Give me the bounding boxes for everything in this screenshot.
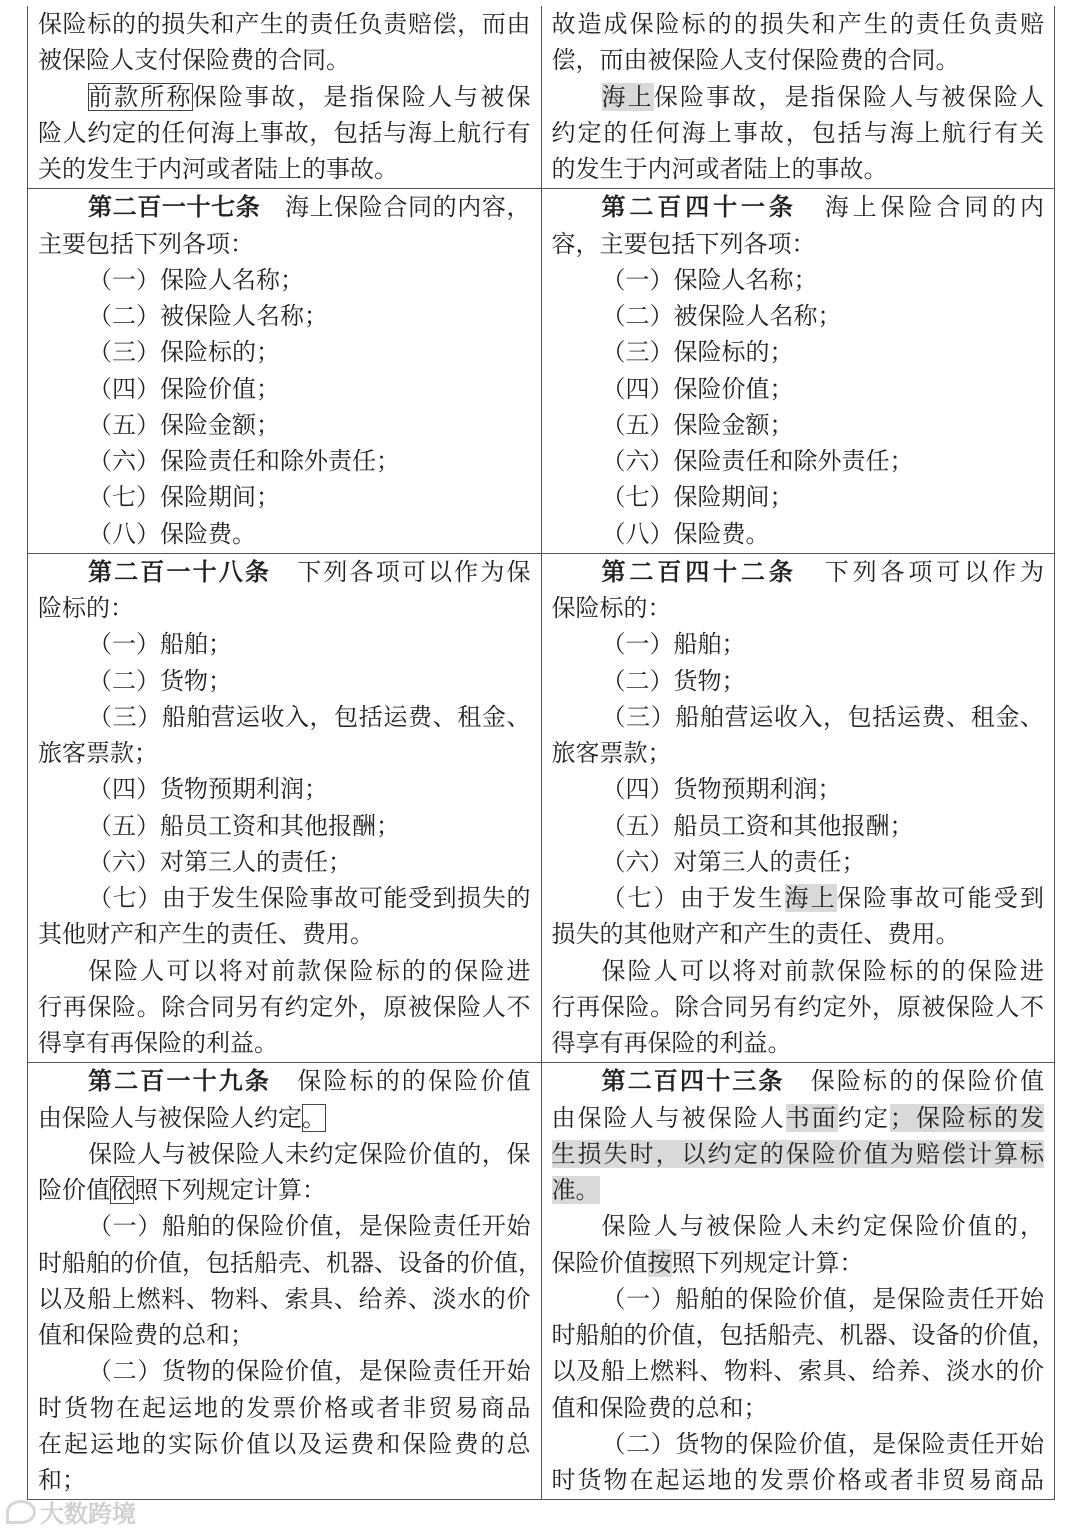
text-segment: 下列各项可以作为保 bbox=[271, 557, 531, 586]
text-segment: 时货物在起运地的发票价格或者非贸易商品 bbox=[551, 1466, 1044, 1494]
text-segment: （四）货物预期利润； bbox=[88, 775, 328, 804]
text-segment: （六）对第三人的责任； bbox=[601, 847, 866, 876]
text-segment: 保险事故，是指保险人与被保险人 bbox=[653, 82, 1044, 111]
text-segment: （四）货物预期利润； bbox=[601, 775, 842, 804]
law-comparison-table bbox=[27, 6, 1055, 1500]
text-line bbox=[38, 226, 531, 262]
text-segment: 保险事故可能受到 bbox=[836, 884, 1044, 912]
text-segment: （八）保险费。 bbox=[88, 519, 256, 548]
text-line bbox=[552, 1172, 1045, 1208]
text-line bbox=[552, 189, 1045, 225]
text-segment: 行再保险。除合同另有约定外，原被保险人不 bbox=[551, 992, 1044, 1021]
highlighted-change: 书面 bbox=[785, 1103, 838, 1132]
text-segment: 海上保险合同的内容， bbox=[260, 193, 531, 222]
article-number: 第二百一十九条 bbox=[88, 1067, 272, 1096]
text-segment: 约定的任何海上事故，包括与海上航行有关 bbox=[551, 118, 1044, 147]
text-segment: （二）货物； bbox=[601, 666, 746, 695]
old-law-cell bbox=[28, 553, 542, 1063]
text-segment: 在起运地的实际价值以及运费和保险费的总 bbox=[38, 1429, 531, 1458]
article-number: 第二百四十三条 bbox=[601, 1067, 785, 1096]
text-segment: 行再保险。除合同另有约定外，原被保险人不 bbox=[38, 992, 531, 1021]
text-line bbox=[552, 844, 1045, 880]
text-segment: 照下列规定计算： bbox=[134, 1176, 326, 1204]
text-line bbox=[38, 189, 531, 225]
table-row bbox=[28, 6, 1055, 189]
text-segment: 保险事故，是指保险人与被保 bbox=[192, 82, 531, 111]
text-line bbox=[38, 771, 531, 807]
text-segment: （二）货物的保险价值，是保险责任开始 bbox=[601, 1429, 1044, 1458]
text-segment: （五）船员工资和其他报酬； bbox=[88, 811, 400, 840]
text-line bbox=[552, 443, 1045, 479]
text-segment: 由保险人与被保险人 bbox=[551, 1103, 786, 1132]
text-segment: 保险价值 bbox=[551, 1248, 648, 1277]
text-line bbox=[38, 1426, 531, 1462]
text-segment: （三）船舶营运收入，包括运费、租金、 bbox=[88, 702, 531, 731]
text-line bbox=[38, 1025, 531, 1061]
text-line bbox=[552, 115, 1045, 151]
text-line bbox=[552, 590, 1045, 626]
text-segment: （二）被保险人名称； bbox=[601, 302, 842, 330]
text-line bbox=[552, 699, 1045, 735]
text-segment: 得享有再保险的利益。 bbox=[551, 1029, 792, 1057]
text-line bbox=[38, 1100, 531, 1136]
text-segment: （六）保险责任和除外责任； bbox=[601, 447, 914, 475]
text-segment: （七）由于发生保险事故可能受到损失的 bbox=[88, 884, 531, 912]
text-line bbox=[38, 151, 531, 187]
text-segment: 保险人与被保险人未约定保险价值的， bbox=[601, 1212, 1044, 1241]
text-segment: 值和保险费的总和； bbox=[38, 1321, 254, 1349]
text-line bbox=[38, 1317, 531, 1353]
text-segment: （六）保险责任和除外责任； bbox=[88, 447, 400, 475]
text-line bbox=[38, 1208, 531, 1244]
text-segment: 偿，而由被保险人支付保险费的合同。 bbox=[551, 46, 960, 75]
text-line bbox=[38, 1245, 542, 1281]
text-segment: （一）保险人名称； bbox=[601, 265, 818, 294]
text-segment: 时船舶的价值，包括船壳、机器、设备的价值， bbox=[551, 1321, 1056, 1349]
text-line bbox=[552, 916, 1045, 952]
text-line bbox=[552, 953, 1045, 989]
text-line bbox=[552, 371, 1045, 407]
text-line bbox=[38, 1281, 531, 1317]
text-segment: 故造成保险标的的损失和产生的责任负责赔 bbox=[551, 10, 1044, 38]
article-number: 第二百一十八条 bbox=[88, 557, 272, 586]
text-segment: 以及船上燃料、物料、索具、给养、淡水的价 bbox=[551, 1357, 1044, 1386]
text-line bbox=[38, 42, 531, 78]
text-segment: 保险人可以将对前款保险标的的保险进 bbox=[601, 956, 1044, 985]
text-line bbox=[38, 371, 531, 407]
text-line bbox=[552, 479, 1045, 515]
text-segment: 海上保险合同的内 bbox=[796, 193, 1045, 222]
text-segment: （六）对第三人的责任； bbox=[88, 847, 352, 876]
old-law-cell bbox=[28, 189, 542, 554]
text-line bbox=[552, 1281, 1045, 1317]
new-law-cell bbox=[541, 553, 1055, 1063]
text-line bbox=[38, 989, 531, 1025]
text-segment: （二）货物的保险价值，是保险责任开始 bbox=[88, 1357, 531, 1386]
text-segment: （二）货物； bbox=[88, 666, 232, 695]
text-segment: （七）由于发生 bbox=[601, 884, 785, 912]
text-segment: 容，主要包括下列各项： bbox=[551, 229, 816, 258]
watermark bbox=[6, 1494, 136, 1529]
article-number: 第二百四十一条 bbox=[601, 193, 797, 222]
text-line bbox=[38, 699, 531, 735]
text-line bbox=[552, 1025, 1045, 1061]
old-law-cell bbox=[28, 6, 542, 189]
highlighted-change: 按 bbox=[647, 1248, 672, 1277]
text-segment: （五）船员工资和其他报酬； bbox=[601, 811, 914, 840]
text-segment: 保险标的的保险价值 bbox=[271, 1067, 531, 1096]
text-segment: 险标的： bbox=[38, 594, 134, 622]
text-line bbox=[38, 298, 531, 334]
text-line bbox=[552, 151, 1045, 187]
highlighted-change: 准。 bbox=[551, 1176, 600, 1204]
text-segment: （五）保险金额； bbox=[601, 410, 794, 439]
text-segment: （四）保险价值； bbox=[88, 374, 280, 403]
text-segment: 下列各项可以作为 bbox=[796, 557, 1045, 586]
text-segment: 保险标的的损失和产生的责任负责赔偿，而由 bbox=[38, 10, 531, 38]
text-segment: 约定 bbox=[837, 1103, 890, 1132]
text-segment: （三）船舶营运收入，包括运费、租金、 bbox=[601, 702, 1044, 731]
text-segment: （一）船舶； bbox=[601, 630, 746, 659]
text-line bbox=[38, 443, 531, 479]
text-segment: 主要包括下列各项： bbox=[38, 229, 254, 258]
text-line bbox=[38, 1063, 531, 1099]
text-line bbox=[38, 590, 531, 626]
text-line bbox=[552, 334, 1045, 370]
text-line bbox=[38, 880, 531, 916]
text-segment: （二）被保险人名称； bbox=[88, 302, 328, 330]
text-line bbox=[38, 479, 531, 515]
old-law-cell bbox=[28, 1063, 542, 1500]
new-law-cell bbox=[541, 6, 1055, 189]
text-line bbox=[38, 626, 531, 662]
text-segment: 被保险人支付保险费的合同。 bbox=[38, 46, 350, 75]
watermark-logo-icon bbox=[6, 1500, 36, 1524]
text-segment: 以及船上燃料、物料、索具、给养、淡水的价 bbox=[38, 1284, 531, 1313]
text-line bbox=[38, 1172, 531, 1208]
text-segment: （五）保险金额； bbox=[88, 410, 280, 439]
text-segment: 旅客票款； bbox=[38, 739, 158, 767]
text-segment: 损失的其他财产和产生的责任、费用。 bbox=[551, 920, 960, 949]
text-line bbox=[552, 516, 1045, 552]
text-line bbox=[38, 115, 531, 151]
text-segment: 保险标的的保险价值 bbox=[784, 1067, 1044, 1096]
new-law-cell bbox=[541, 1063, 1055, 1500]
new-law-cell bbox=[541, 189, 1055, 554]
text-segment: （一）保险人名称； bbox=[88, 265, 304, 294]
text-segment: 旅客票款； bbox=[551, 739, 672, 767]
text-segment: （七）保险期间； bbox=[88, 483, 280, 512]
article-number: 第二百四十二条 bbox=[601, 557, 797, 586]
text-line bbox=[38, 1353, 531, 1389]
text-segment: 其他财产和产生的责任、费用。 bbox=[38, 920, 374, 949]
text-segment: 值和保险费的总和； bbox=[551, 1393, 768, 1422]
text-line bbox=[38, 79, 531, 115]
text-line bbox=[38, 663, 531, 699]
text-line bbox=[552, 1136, 1045, 1172]
text-line bbox=[38, 1462, 531, 1498]
text-segment: （一）船舶的保险价值，是保险责任开始 bbox=[601, 1284, 1044, 1313]
text-segment: 和； bbox=[38, 1466, 86, 1494]
text-line bbox=[551, 1317, 1056, 1353]
text-line bbox=[552, 1390, 1045, 1426]
text-segment: 照下列规定计算： bbox=[671, 1248, 864, 1277]
highlighted-change: ；保险标的发 bbox=[889, 1103, 1045, 1132]
text-line bbox=[552, 663, 1045, 699]
text-line bbox=[38, 735, 531, 771]
text-line bbox=[552, 42, 1045, 78]
text-segment: 保险标的： bbox=[551, 594, 672, 622]
text-line bbox=[552, 771, 1045, 807]
text-line bbox=[552, 1426, 1045, 1462]
text-line bbox=[552, 298, 1045, 334]
text-line bbox=[38, 6, 531, 42]
text-line bbox=[38, 1390, 531, 1426]
text-segment: 险人约定的任何海上事故，包括与海上航行有 bbox=[38, 118, 531, 147]
highlighted-change: 生损失时，以约定的保险价值为赔偿计算标 bbox=[551, 1139, 1044, 1168]
text-segment: （一）船舶； bbox=[88, 630, 232, 659]
text-segment: 时船舶的价值，包括船壳、机器、设备的价值， bbox=[38, 1248, 542, 1277]
text-line bbox=[552, 1100, 1045, 1136]
text-line bbox=[38, 516, 531, 552]
highlighted-change: 海上 bbox=[601, 82, 654, 111]
text-segment: 险价值 bbox=[38, 1176, 110, 1204]
text-segment: 得享有再保险的利益。 bbox=[38, 1029, 278, 1057]
text-line bbox=[552, 554, 1045, 590]
text-line bbox=[38, 262, 531, 298]
text-line bbox=[38, 953, 531, 989]
text-segment: 的发生于内河或者陆上的事故。 bbox=[551, 155, 888, 183]
table-row bbox=[28, 189, 1055, 554]
text-line bbox=[38, 916, 531, 952]
text-line bbox=[552, 626, 1045, 662]
text-line bbox=[38, 334, 531, 370]
text-line bbox=[552, 226, 1045, 262]
text-segment: （七）保险期间； bbox=[601, 483, 794, 512]
text-segment: （八）保险费。 bbox=[601, 519, 770, 548]
boxed-change: 前款所称 bbox=[88, 82, 193, 111]
text-line bbox=[552, 808, 1045, 844]
text-line bbox=[552, 989, 1045, 1025]
boxed-change: 依 bbox=[110, 1176, 134, 1204]
text-segment: （四）保险价值； bbox=[601, 374, 794, 403]
text-segment: 关的发生于内河或者陆上的事故。 bbox=[38, 155, 398, 183]
text-segment: （三）保险标的； bbox=[601, 338, 794, 367]
text-line bbox=[552, 262, 1045, 298]
text-line bbox=[552, 79, 1045, 115]
text-line bbox=[38, 1136, 531, 1172]
text-line bbox=[38, 407, 531, 443]
text-line bbox=[552, 735, 1045, 771]
text-line bbox=[552, 1208, 1045, 1244]
text-segment: 保险人与被保险人未约定保险价值的，保 bbox=[88, 1139, 531, 1168]
text-line bbox=[552, 407, 1045, 443]
text-line bbox=[552, 6, 1045, 42]
watermark-text: 大数跨境 bbox=[40, 1500, 136, 1528]
highlighted-change: 海上 bbox=[784, 884, 837, 912]
text-line bbox=[38, 808, 531, 844]
text-line bbox=[552, 1353, 1045, 1389]
text-line bbox=[38, 844, 531, 880]
text-segment: 由保险人与被保险人约定 bbox=[38, 1103, 302, 1132]
text-line bbox=[552, 1245, 1045, 1281]
article-number: 第二百一十七条 bbox=[88, 193, 261, 222]
text-line bbox=[38, 554, 531, 590]
text-segment: （三）保险标的； bbox=[88, 338, 280, 367]
text-line bbox=[552, 1462, 1045, 1498]
text-line bbox=[552, 1063, 1045, 1099]
boxed-change: 。 bbox=[302, 1103, 326, 1132]
table-row bbox=[28, 553, 1055, 1063]
text-line bbox=[552, 880, 1045, 916]
text-segment: （一）船舶的保险价值，是保险责任开始 bbox=[88, 1212, 531, 1241]
table-row bbox=[28, 1063, 1055, 1500]
text-segment: 保险人可以将对前款保险标的的保险进 bbox=[88, 956, 531, 985]
text-segment: 时货物在起运地的发票价格或者非贸易商品 bbox=[38, 1393, 531, 1422]
